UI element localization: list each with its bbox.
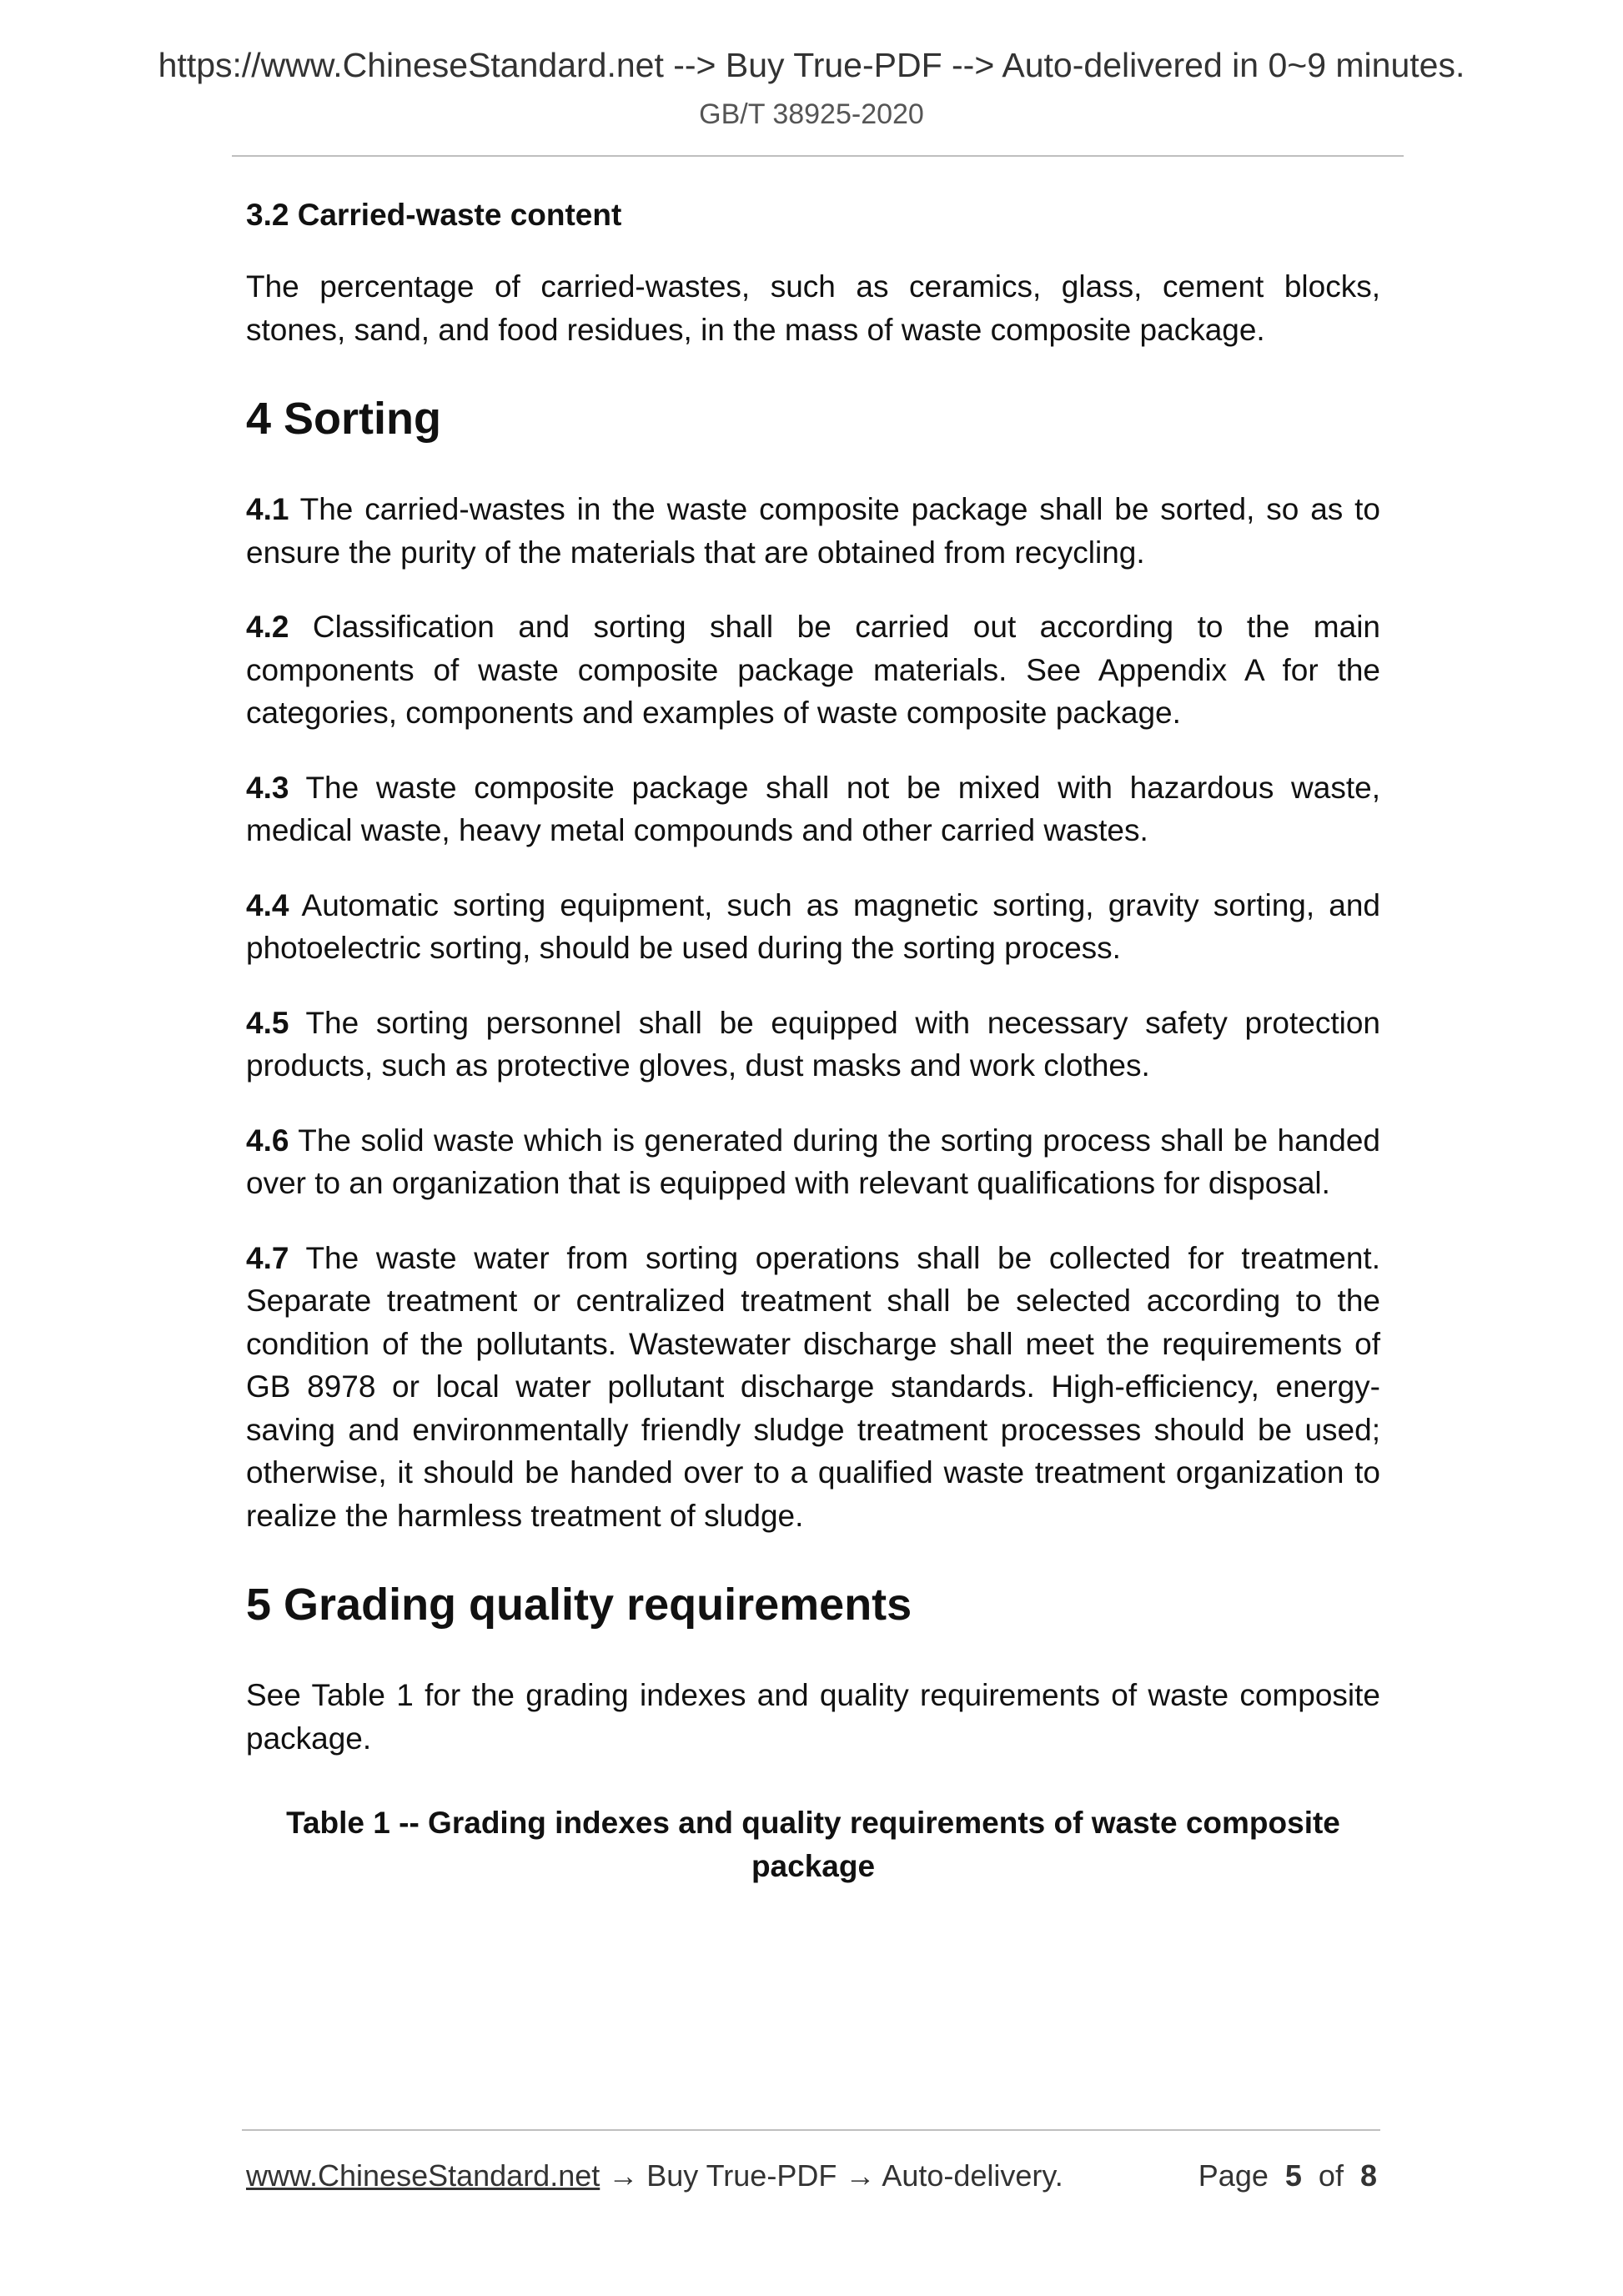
clause-text: Classification and sorting shall be carried out according to the main components of waste composite package materials. See Appendix A for the categories, components and examples of waste composite package.	[246, 610, 1380, 730]
table-1-caption: Table 1 -- Grading indexes and quality requirements of waste composite package	[286, 1806, 1340, 1883]
section-5-heading: 5 Grading quality requirements	[246, 1580, 912, 1630]
header-divider	[232, 155, 1404, 157]
clause-number: 4.7	[246, 1240, 289, 1275]
site-link[interactable]: www.ChineseStandard.net	[246, 2158, 600, 2193]
clause-text: The waste composite package shall not be mixed with hazardous waste, medical waste, heavy metal compounds and other carried wastes.	[246, 770, 1380, 847]
clause-number: 4.4	[246, 887, 289, 922]
clause-text: The waste water from sorting operations shall be collected for treatment. Separate treatment or centralized treatment shall be selected according to the condition of the pollutants. Wastewater discharge shall meet the requirements of GB 8978 or local water pollutant discharge standards. High-efficiency, energy-saving and environmentally friendly sludge treatment processes should be used; otherwise, it should be handed over to a qualified waste treatment organization to realize the harmless treatment of sludge.	[246, 1240, 1380, 1533]
page-total: 8	[1359, 2158, 1377, 2193]
clause-number: 4.5	[246, 1005, 289, 1040]
section-4-heading: 4 Sorting	[246, 394, 442, 444]
section-3-2-heading: 3.2 Carried-waste content	[246, 198, 622, 232]
section-3-2-text: The percentage of carried-wastes, such as ceramics, glass, cement blocks, stones, sand, and food residues, in the mass of waste composite package.	[246, 269, 1380, 347]
clause-text: The carried-wastes in the waste composite package shall be sorted, so as to ensure the purity of the materials that are obtained from recycling.	[246, 492, 1380, 570]
clause-number: 4.3	[246, 770, 289, 805]
clause-text: Automatic sorting equipment, such as magnetic sorting, gravity sorting, and photoelectric sorting, should be used during the sorting process.	[246, 887, 1380, 965]
clause-number: 4.6	[246, 1123, 289, 1158]
page-indicator	[1198, 2155, 1377, 2197]
clause-4-7	[246, 1237, 1380, 1538]
clause-4-2	[246, 605, 1380, 735]
page-of-label: of	[1318, 2158, 1344, 2193]
page-footer	[246, 2155, 1380, 2197]
page-label: Page	[1198, 2158, 1269, 2193]
page-current: 5	[1284, 2158, 1302, 2193]
clause-4-3	[246, 766, 1380, 852]
document-id: GB/T 38925-2020	[699, 98, 924, 130]
clause-number: 4.1	[246, 492, 289, 526]
clause-4-6	[246, 1119, 1380, 1205]
footer-divider	[242, 2129, 1380, 2131]
clause-text: The solid waste which is generated during the sorting process shall be handed over to an organization that is equipped with relevant qualifications for disposal.	[246, 1123, 1380, 1200]
site-banner: https://www.ChineseStandard.net --> Buy True-PDF --> Auto-delivered in 0~9 minutes.	[158, 46, 1465, 84]
clause-number: 4.2	[246, 610, 289, 644]
footer-left	[246, 2155, 1063, 2197]
clause-4-1	[246, 488, 1380, 574]
clause-4-4	[246, 884, 1380, 970]
clause-4-5	[246, 1002, 1380, 1088]
clause-text: The sorting personnel shall be equipped with necessary safety protection products, such as protective gloves, dust masks and work clothes.	[246, 1005, 1380, 1083]
section-5-text: See Table 1 for the grading indexes and quality requirements of waste composite package.	[246, 1678, 1380, 1756]
page-body	[246, 187, 1380, 1888]
footer-tagline: → Buy True-PDF → Auto-delivery.	[600, 2158, 1063, 2193]
